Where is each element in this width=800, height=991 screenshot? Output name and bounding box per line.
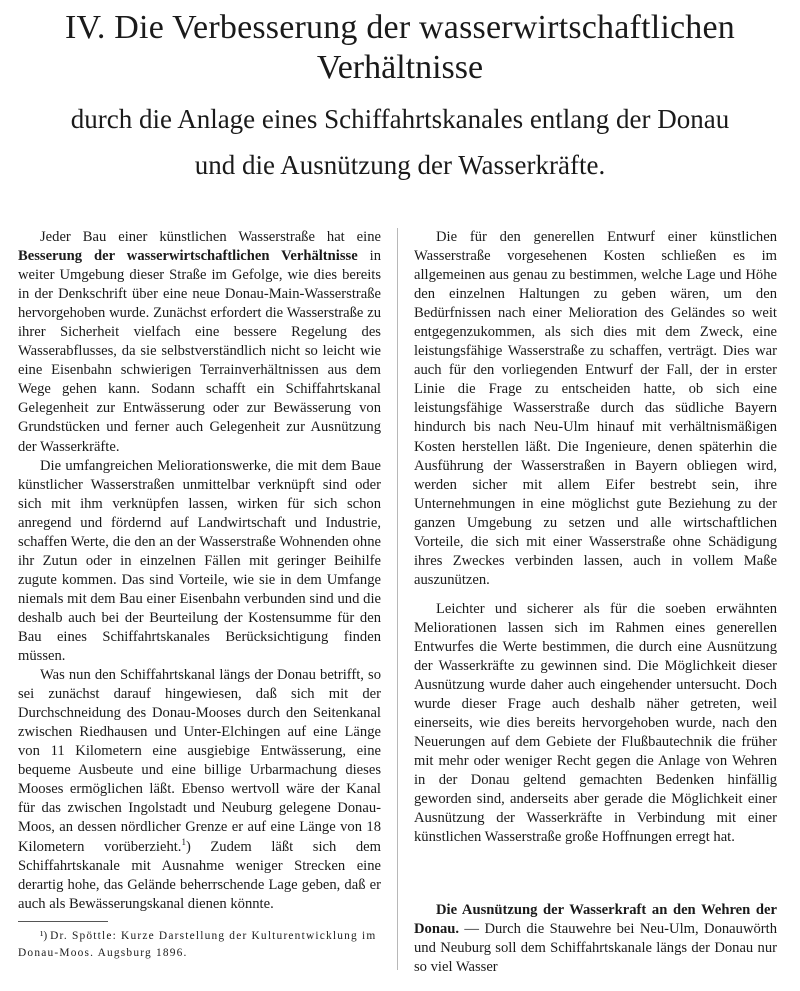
section-heading: Die Ausnützung der Wasserkraft an den Wehren der Donau.	[414, 901, 777, 937]
footnote	[18, 928, 381, 962]
chapter-title: IV. Die Verbesserung der wasserwirtschaftlichen	[65, 9, 735, 46]
left-column	[18, 228, 381, 962]
paragraph: Die für den generellen Entwurf einer künstlichen Wasserstraße vorgesehenen Kosten schließen es im allgemeinen aus genau zu bestimmen, welche Lage und Höhe den einzelnen Haltungen zu geben wären, um den Bedürfnissen nach einer Melioration des Geländes so weit entgegenzukommen, als sich dies mit dem Zweck, eine leistungsfähige Wasserstraße zu schaffen, verträgt. Dies war auch für den vorliegenden Entwurf der Fall, der in erster Linie die Frage zu entscheiden hatte, ob sich eine leistungsfähige Wasserstraße durch das südliche Bayern hindurch bis nach Neu-Ulm hinauf mit verhältnismäßigen Kosten herstellen läßt. Die Ingenieure, denen späterhin die Ausführung der Wasserstraßen in Bayern obliegen wird, werden sicher mit allem Eifer bestrebt sein, ihre Unternehmungen in eine möglichst gute Beziehung zu der ganzen Umgebung zu setzen und alle wirtschaftlichen Vorteile, die sich mit einer Wasserstraße ohne Schädigung ihres Zweckes verbinden lassen, auch in vollem Maße auszunützen.	[414, 229, 777, 588]
footnote-text: Dr. Spöttle: Kurze Darstellung der Kulturentwicklung im Donau-Moos. Augsburg 1896.	[18, 929, 377, 959]
page-header	[0, 8, 800, 182]
chapter-subtitle-line2: und die Ausnützung der Wasserkräfte.	[194, 150, 606, 180]
paragraph: Leichter und sicherer als für die soeben erwähnten Meliorationen lassen sich im Rahmen eines generellen Entwurfes die Werte bestimmen, die durch eine Ausnützung der Wasserkräfte zu gewinnen sind. Die Möglichkeit dieser Ausnützung wurde daher auch eingehender untersucht. Doch wurde dieser Frage auch deshalb näher getreten, weil einerseits, wie dies bereits hervorgehoben wurde, nach den Neuerungen auf dem Gebiete der Flußbautechnik die früher mit mehr oder weniger Recht gegen die Anlage von Wehren in der Donau geltend gemachten Bedenken hinfällig geworden sind, anderseits aber gerade die Möglichkeit einer Ausnützung der Wasserkräfte in Verbindung mit einer künstlichen Wasserstraße große Hoffnungen erregt hat.	[414, 600, 777, 846]
section-paragraph	[414, 901, 777, 977]
paragraph: Die umfangreichen Meliorationswerke, die mit dem Baue künstlicher Wasserstraßen unmittelbar verknüpft sind oder sich mit ihm verknüpfen lassen, wirken für sich schon anregend und fördernd auf Landwirtschaft und Industrie, schaffen Werte, die den an der Wasserstraße Wohnenden ohne ihr Zutun oder in einzelnen Fällen mit geringer Beihilfe zugute kommen. Das sind Vorteile, wie sie in dem Umfange niemals mit dem Bau einer Eisenbahn verbunden sind und die deshalb auch bei der Beurteilung der Kostensumme für den Bau eines Schiffahrtskanales Berücksichtigung finden müssen.	[18, 457, 381, 665]
paragraph-text: Jeder Bau einer künstlichen Wasserstraße hat eine	[40, 229, 381, 245]
paragraph-text: ) Zudem läßt sich dem Schiffahrtskanale mit Ausnahme weniger Strecken eine derartig hohe, das Gelände beherrschende Lage geben, daß er auch als Bewässerungskanal dienen könnte.	[18, 838, 381, 912]
footnote-ref: 1	[181, 836, 186, 847]
chapter-subtitle: durch die Anlage eines Schiffahrtskanales entlang der Donau	[70, 104, 730, 134]
paragraph-text: Was nun den Schiffahrtskanal längs der Donau betrifft, so sei zunächst darauf hingewiesen, daß sich mit der Durchschneidung des Donau-Mooses durch den Seitenkanal zwischen Riedhausen und Unter-Elchingen auf eine Länge von 11 Kilometern eine ausgiebige Entwässerung, eine bequeme Ausbeute und eine billige Urbarmachung dieses Mooses ermöglichen läßt. Ebenso wertvoll wäre der Kanal für das zwischen Ingolstadt und Neuburg gelegene Donau-Moos, an dessen nördlicher Grenze er auf eine Länge von 18 Kilometern vorüberzieht.	[18, 667, 381, 855]
footnote-rule	[18, 921, 108, 922]
paragraph-text: — Durch die Stauwehre bei Neu-Ulm, Donauwörth und Neuburg soll dem Schiffahrtskanale längs der Donau nur so viel Wasser	[414, 920, 777, 975]
emphasis-text: Besserung der wasserwirtschaftlichen Verhältnisse	[18, 248, 358, 265]
paragraph	[18, 666, 381, 914]
paragraph	[18, 228, 381, 457]
footnote-number: ¹)	[40, 929, 51, 942]
column-divider	[397, 228, 398, 970]
chapter-title-line2: Verhältnisse	[316, 49, 484, 86]
right-column	[414, 228, 777, 977]
paragraph-text: in weiter Umgebung dieser Straße im Gefolge, wie dies bereits in der Denkschrift über eine neue Donau-Main-Wasserstraße hervorgehoben wurde. Zunächst erfordert die Wasserstraße zu ihrer Sicherheit vielfach eine bessere Regelung des Wasserabflusses, da sie selbstverständlich nicht so leicht wie eine Eisenbahn schwierigen Terrainverhältnissen aus dem Wege gehen kann. Sodann schafft ein Schiffahrtskanal Gelegenheit zur Entwässerung oder zur Bewässerung von Grundstücken und ferner auch Gelegenheit zur Ausnützung der Wasserkräfte.	[18, 248, 381, 455]
